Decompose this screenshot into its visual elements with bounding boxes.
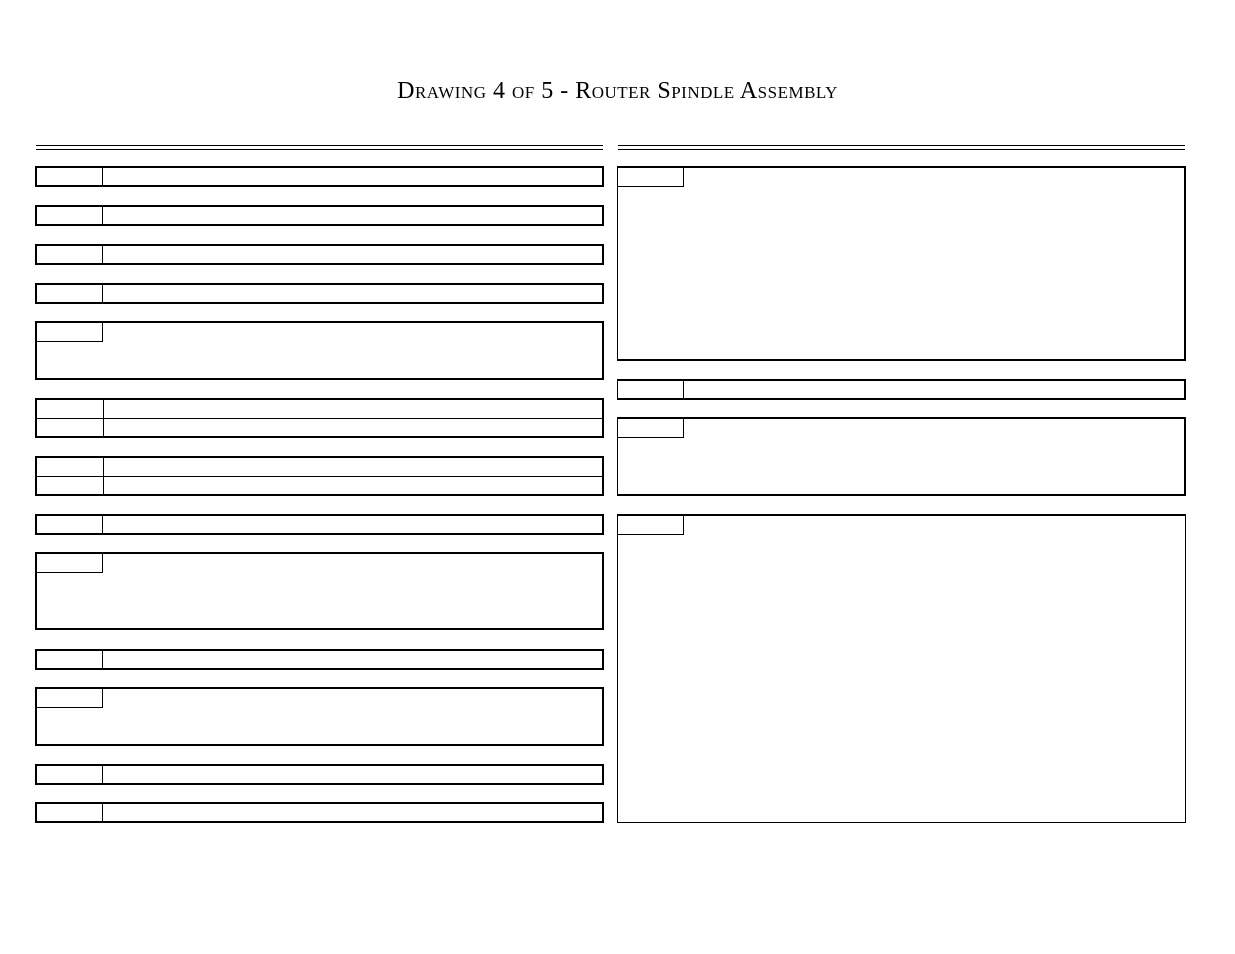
left-field-10 (35, 514, 604, 535)
left-field-5 (35, 321, 604, 380)
field-value (107, 285, 598, 303)
field-value (688, 381, 1180, 399)
field-value (107, 400, 598, 418)
field-label (40, 458, 100, 476)
field-value (107, 804, 598, 822)
field-value (107, 458, 598, 476)
field-label (40, 477, 100, 495)
field-label (618, 516, 684, 535)
left-field-13 (35, 687, 604, 746)
field-label (37, 285, 103, 302)
left-field-4 (35, 283, 604, 304)
left-field-pair-2 (35, 456, 604, 496)
left-field-11 (35, 552, 604, 630)
field-label (40, 419, 100, 437)
right-header-rule (618, 145, 1185, 150)
field-label (37, 651, 103, 668)
field-value (107, 477, 598, 495)
left-field-3 (35, 244, 604, 265)
field-label (37, 207, 103, 224)
field-label (37, 689, 103, 708)
field-value (107, 323, 598, 341)
field-value (107, 516, 598, 534)
drawing-title: Drawing 4 of 5 - Router Spindle Assembly (397, 78, 838, 104)
left-header-rule (36, 145, 603, 150)
field-label (37, 246, 103, 263)
right-field-1 (617, 166, 1186, 361)
field-value (107, 766, 598, 784)
right-field-3 (617, 417, 1186, 496)
left-field-2 (35, 205, 604, 226)
field-value (688, 168, 1180, 186)
field-label (618, 168, 684, 187)
left-field-14 (35, 764, 604, 785)
field-value (107, 419, 598, 437)
field-value (107, 554, 598, 572)
field-value (107, 207, 598, 225)
field-label (618, 381, 684, 398)
field-value (107, 651, 598, 669)
field-label (37, 554, 103, 573)
left-field-12 (35, 649, 604, 670)
field-label (37, 168, 103, 185)
field-value (688, 516, 1181, 534)
field-label (40, 400, 100, 418)
field-label (37, 766, 103, 783)
right-field-2 (617, 379, 1186, 400)
field-label (618, 419, 684, 438)
field-value (107, 168, 598, 186)
left-field-1 (35, 166, 604, 187)
left-field-15 (35, 802, 604, 823)
field-label (37, 804, 103, 821)
field-value (107, 246, 598, 264)
field-label (37, 323, 103, 342)
field-value (688, 419, 1180, 437)
field-label (37, 516, 103, 533)
field-value (107, 689, 598, 707)
left-field-pair-1 (35, 398, 604, 438)
right-field-4 (617, 514, 1186, 823)
